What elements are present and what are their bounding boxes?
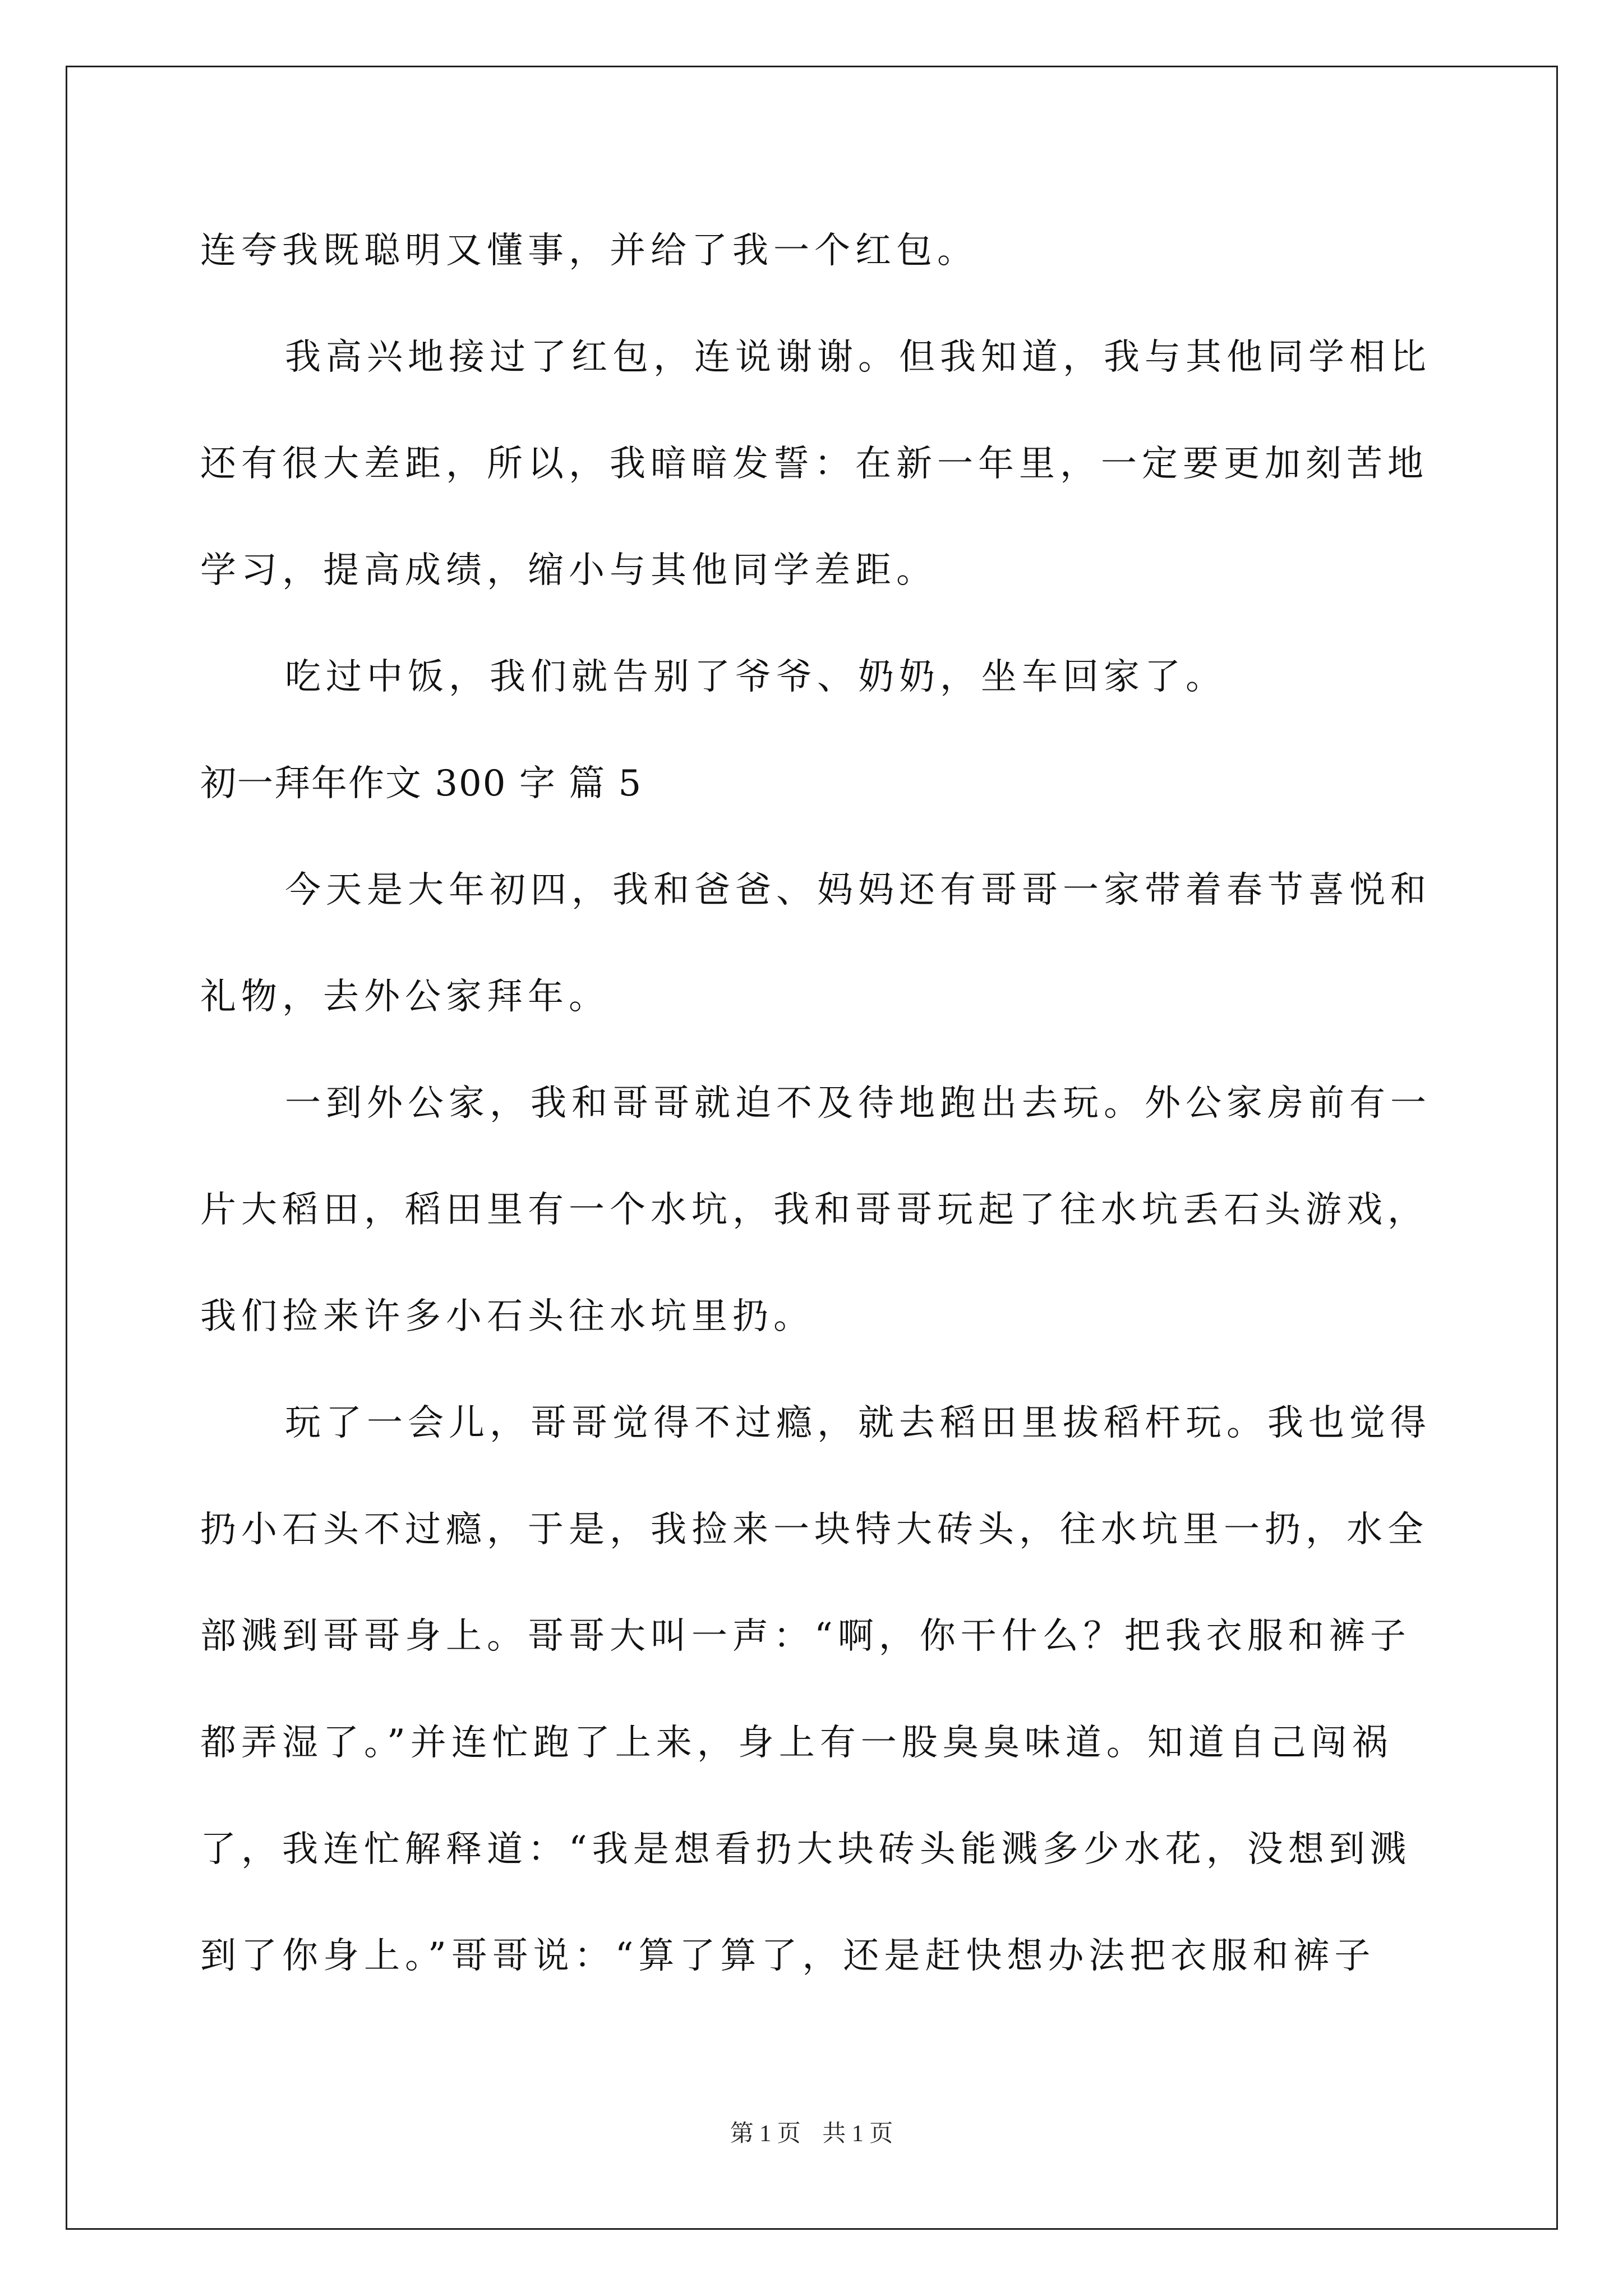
page-footer xyxy=(0,2122,1623,2146)
paragraph-line: 玩了一会儿，哥哥觉得不过瘾，就去稻田里拔稻杆玩。我也觉得 xyxy=(285,1402,1431,1444)
paragraph-line: 扔小石头不过瘾，于是，我捡来一块特大砖头，往水坑里一扔，水全 xyxy=(200,1509,1428,1550)
paragraph-line: 礼物，去外公家拜年。 xyxy=(200,976,610,1018)
page-total: 共 1 页 xyxy=(822,2121,893,2147)
paragraph-line: 部溅到哥哥身上。哥哥大叫一声：“啊，你干什么？把我衣服和裤子 xyxy=(200,1616,1411,1657)
paragraph-line: 吃过中饭，我们就告别了爷爷、奶奶，坐车回家了。 xyxy=(285,656,1227,698)
paragraph-line: 今天是大年初四，我和爸爸、妈妈还有哥哥一家带着春节喜悦和 xyxy=(285,869,1431,911)
paragraph-line: 我们捡来许多小石头往水坑里扔。 xyxy=(200,1296,814,1337)
paragraph-line: 学习，提高成绩，缩小与其他同学差距。 xyxy=(200,550,937,591)
paragraph-line: 连夸我既聪明又懂事，并给了我一个红包。 xyxy=(200,230,978,272)
paragraph-line: 我高兴地接过了红包，连说谢谢。但我知道，我与其他同学相比 xyxy=(285,337,1431,378)
section-heading: 初一拜年作文 300 字 篇 5 xyxy=(200,763,643,804)
paragraph-line: 还有很大差距，所以，我暗暗发誓：在新一年里，一定要更加刻苦地 xyxy=(200,443,1428,485)
paragraph-line: 了，我连忙解释道：“我是想看扔大块砖头能溅多少水花，没想到溅 xyxy=(200,1829,1411,1870)
page-number: 第 1 页 xyxy=(730,2121,801,2147)
paragraph-line: 都弄湿了。”并连忙跑了上来，身上有一股臭臭味道。知道自己闯祸 xyxy=(200,1722,1393,1764)
page-border xyxy=(66,66,1558,2230)
paragraph-line: 一到外公家，我和哥哥就迫不及待地跑出去玩。外公家房前有一 xyxy=(285,1083,1431,1124)
paragraph-line: 到了你身上。”哥哥说：“算了算了，还是赶快想办法把衣服和裤子 xyxy=(200,1935,1376,1977)
paragraph-line: 片大稻田，稻田里有一个水坑，我和哥哥玩起了往水坑丢石头游戏， xyxy=(200,1189,1428,1231)
